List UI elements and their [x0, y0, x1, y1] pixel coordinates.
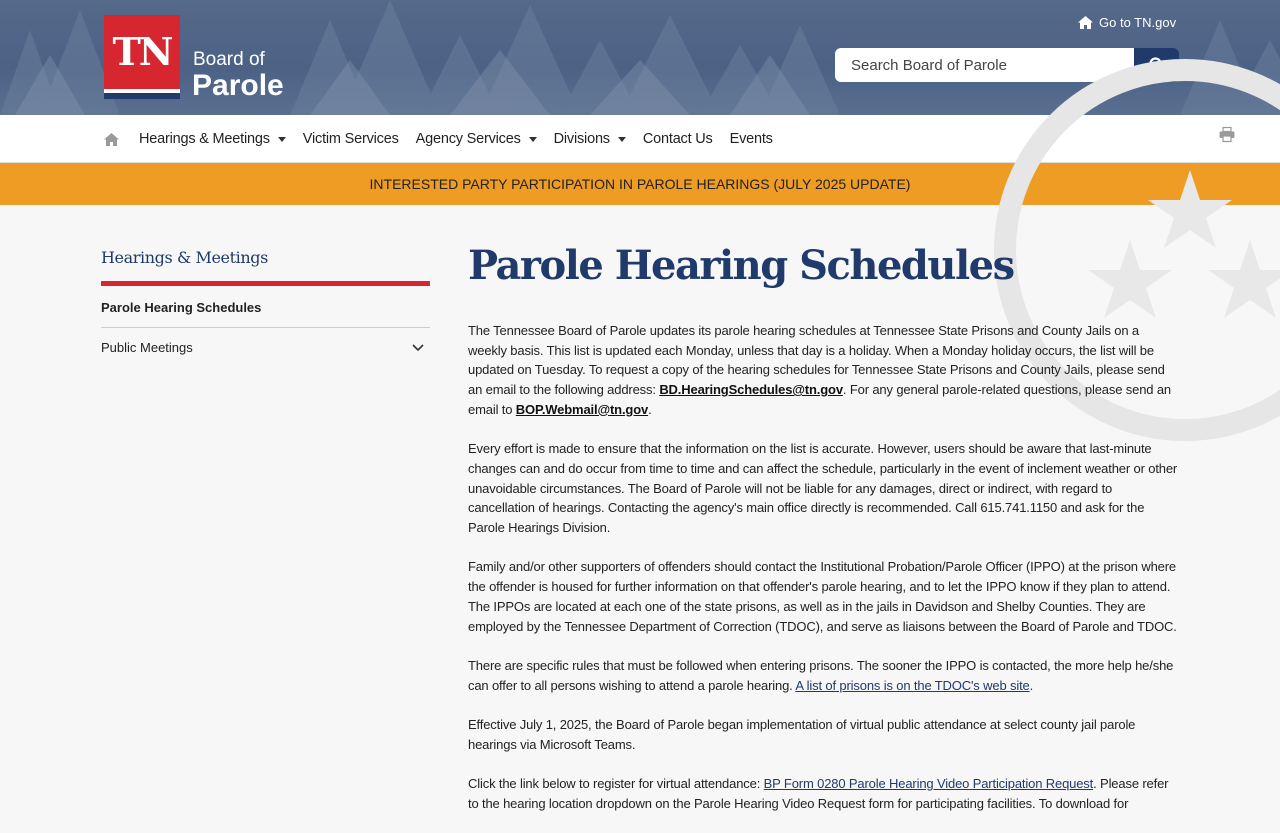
sidebar-title[interactable]: Hearings & Meetings — [101, 248, 268, 267]
intro-paragraph — [468, 321, 1180, 420]
paragraph-text: . — [1029, 677, 1034, 693]
sidebar-item-public-meetings[interactable] — [101, 328, 430, 367]
nav-events[interactable] — [730, 131, 773, 147]
go-to-tn-gov-link[interactable] — [1078, 15, 1176, 30]
nav-divisions[interactable] — [554, 131, 626, 147]
bop-webmail-email-link[interactable]: BOP.Webmail@tn.gov — [515, 401, 649, 417]
nav-label: Victim Services — [302, 131, 399, 147]
sidebar-divider — [101, 281, 430, 286]
sidebar-item-label: Parole Hearing Schedules — [101, 300, 262, 315]
go-to-tn-gov-label: Go to TN.gov — [1099, 15, 1177, 30]
nav-label: Hearings & Meetings — [139, 131, 270, 147]
paragraph-text: . Please refer to the hearing location dropdown on the Parole Hearing Video Request form for participating facilities. To download for — [468, 776, 1169, 811]
paragraph-text: . For any general parole-related questions, please send an email to — [468, 382, 1171, 417]
search-input[interactable] — [835, 48, 1134, 82]
nav-label: Divisions — [553, 131, 610, 147]
tn-logo-mark — [104, 15, 180, 99]
logo-tn-text: TN — [112, 29, 172, 74]
logo-stripe — [104, 93, 180, 99]
caret-down-icon — [278, 137, 286, 142]
nav-hearings-meetings[interactable] — [139, 131, 286, 147]
sidebar-item-parole-hearing-schedules[interactable] — [101, 300, 430, 328]
accuracy-paragraph: Every effort is made to ensure that the information on the list is accurate. However, users should be aware that last-minute changes can and do occur from time to time and can affect the schedule, particularly in the event of inclement weather or other unavoidable circumstances. The Board of Parole will not be liable for any damages, direct or indirect, with regard to cancellation of hearings. Contacting the agency's main office directly is recommended. Call 615.741.1150 and ask for the Parole Hearings Division. — [468, 441, 1178, 536]
nav-label: Events — [729, 131, 773, 147]
nav-label: Agency Services — [415, 131, 521, 147]
caret-down-icon — [529, 137, 537, 142]
sidebar-item-label: Public Meetings — [101, 340, 193, 355]
chevron-down-icon[interactable] — [412, 344, 424, 352]
caret-down-icon — [618, 137, 626, 142]
nav-victim-services[interactable] — [303, 131, 399, 147]
nav-label: Contact Us — [642, 131, 713, 147]
main-content — [468, 242, 1180, 833]
nav-agency-services[interactable] — [416, 131, 537, 147]
paragraph-text: Click the link below to register for virtual attendance: — [468, 776, 764, 792]
nav-contact-us[interactable] — [643, 131, 713, 147]
page-title: Parole Hearing Schedules — [468, 242, 1014, 289]
prison-rules-paragraph — [468, 656, 1180, 695]
home-icon — [104, 133, 119, 146]
logo-parole: Parole — [192, 69, 284, 102]
tdoc-prisons-link[interactable]: A list of prisons is on the TDOC's web site — [795, 677, 1030, 693]
virtual-attendance-paragraph: Effective July 1, 2025, the Board of Parole began implementation of virtual public attendance at select county jail parole hearings via Microsoft Teams. — [468, 717, 1136, 752]
logo-board-of: Board of — [193, 49, 265, 70]
alert-banner-link[interactable]: INTERESTED PARTY PARTICIPATION IN PAROLE HEARINGS (JULY 2025 UPDATE) — [369, 176, 911, 192]
bp-form-0280-link[interactable]: BP Form 0280 Parole Hearing Video Participation Request — [763, 776, 1094, 792]
paragraph-text: There are specific rules that must be followed when entering prisons. The sooner the IPPO is contacted, the more help he/she can offer to all persons wishing to attend a parole hearing. — [468, 657, 1174, 693]
home-icon — [1078, 16, 1093, 29]
site-logo[interactable] — [104, 15, 282, 102]
register-paragraph — [468, 774, 1180, 813]
ippo-paragraph: Family and/or other supporters of offenders should contact the Institutional Probation/Parole Officer (IPPO) at the prison where the offender is housed for further information on that offender's parole hearing, and to let the IPPO know if they plan to attend. The IPPOs are located at each one of the state prisons, as well as in the jails in Davidson and Shelby Counties. They are employed by the Tennessee Department of Correction (TDOC), and serve as liaisons between the Board of Parole and TDOC. — [468, 559, 1177, 634]
hearing-schedules-email-link[interactable]: BD.HearingSchedules@tn.gov — [659, 382, 843, 398]
paragraph-text: . — [648, 401, 652, 417]
sidebar — [101, 248, 430, 367]
nav-home[interactable] — [104, 133, 119, 146]
paragraph-text: The Tennessee Board of Parole updates its parole hearing schedules at Tennessee State Prisons and County Jails on a weekly basis. This list is updated each Monday, unless that day is a holiday. When a Monday holiday occurs, the list will be updated on Tuesday. To request a copy of the hearing schedules for Tennessee State Prisons and County Jails, please send an email to the following address: — [468, 323, 1165, 398]
